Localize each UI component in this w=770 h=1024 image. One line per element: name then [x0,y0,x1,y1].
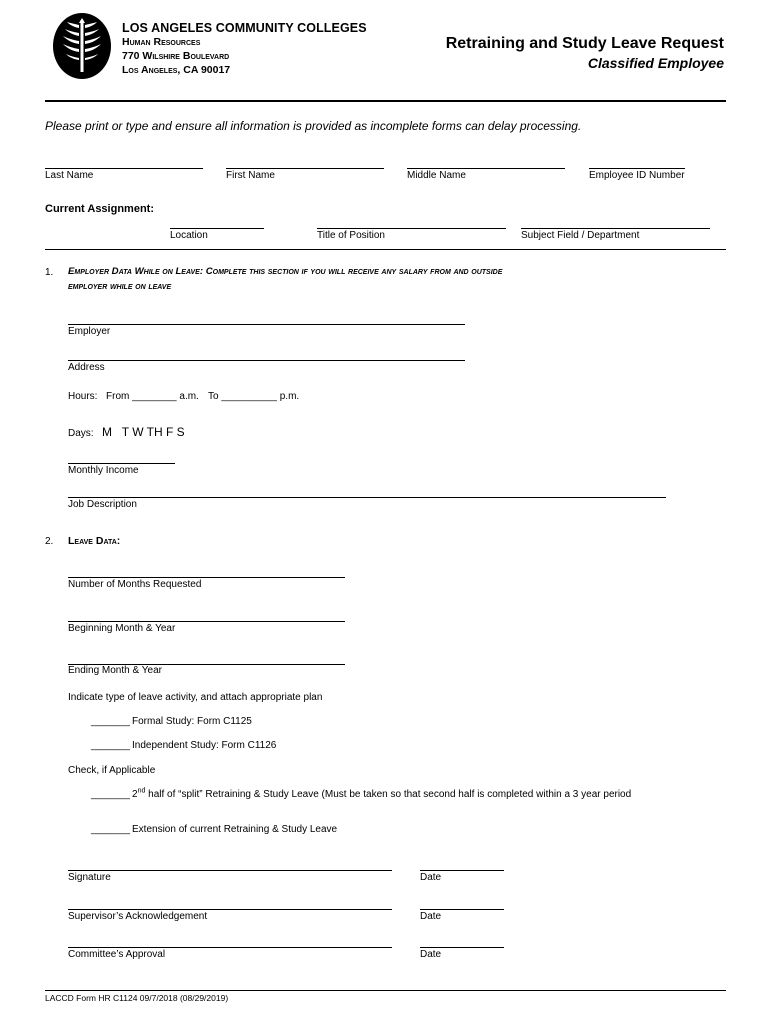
signature-date-field[interactable] [420,870,504,871]
committee-date-field[interactable] [420,947,504,948]
hours-to-field[interactable]: To __________ p.m. [208,391,300,402]
independent-study-label: Independent Study: Form C1126 [132,740,277,751]
job-description-field[interactable] [68,497,666,498]
extension-label: Extension of current Retraining & Study Leave [132,824,338,835]
middle-name-field[interactable] [407,168,565,169]
section-2-heading: Leave Data: [68,535,121,547]
beginning-label: Beginning Month & Year [68,623,176,634]
form-subtitle: Classified Employee [587,55,724,71]
address-line-2: Los Angeles, CA 90017 [122,64,231,76]
last-name-field[interactable] [45,168,203,169]
signature-label: Signature [68,872,111,883]
section-2-number: 2. [45,536,54,547]
supervisor-date-field[interactable] [420,909,504,910]
section-1-heading-cont: employer while on leave [68,281,172,292]
subject-label: Subject Field / Department [521,230,640,241]
address-line-1: 770 Wilshire Boulevard [122,50,230,62]
address-label: Address [68,362,105,373]
subject-field[interactable] [521,228,710,229]
check-if-applicable: Check, if Applicable [68,765,156,776]
days-label: Days: [68,428,94,439]
employee-id-label: Employee ID Number [589,170,685,181]
split-leave-label: 2nd half of “split” Retraining & Study Leave (Must be taken so that second half is completed within a 3 year period [132,787,632,800]
formal-study-label: Formal Study: Form C1125 [132,716,252,727]
address-field[interactable] [68,360,465,361]
footer-divider [45,990,726,991]
committee-label: Committee’s Approval [68,949,166,960]
section-1-heading: Employer Data While on Leave: Complete this section if you will receive any salary from and outside [68,266,503,277]
committee-date-label: Date [420,949,442,960]
hours-from-field[interactable]: From ________ a.m. [106,391,199,402]
months-requested-field[interactable] [68,577,345,578]
laccd-logo [52,12,112,80]
extension-checkbox[interactable]: _______ [91,824,130,835]
signature-field[interactable] [68,870,392,871]
job-description-label: Job Description [68,499,137,510]
instructions: Please print or type and ensure all information is provided as incomplete forms can delay processing. [45,119,582,133]
formal-study-checkbox[interactable]: _______ [91,716,130,727]
supervisor-label: Supervisor’s Acknowledgement [68,911,208,922]
employer-label: Employer [68,326,111,337]
committee-field[interactable] [68,947,392,948]
employer-field[interactable] [68,324,465,325]
form-id: LACCD Form HR C1124 09/7/2018 (08/29/2019) [45,993,229,1003]
split-leave-checkbox[interactable]: _______ [91,789,130,800]
title-field[interactable] [317,228,506,229]
section-divider [45,249,726,250]
leave-type-instruction: Indicate type of leave activity, and attach appropriate plan [68,692,323,703]
last-name-label: Last Name [45,170,94,181]
current-assignment-heading: Current Assignment: [45,203,154,215]
monthly-income-field[interactable] [68,463,175,464]
supervisor-field[interactable] [68,909,392,910]
first-name-label: First Name [226,170,275,181]
months-requested-label: Number of Months Requested [68,579,202,590]
beginning-field[interactable] [68,621,345,622]
employee-id-field[interactable] [589,168,685,169]
org-name: LOS ANGELES COMMUNITY COLLEGES [122,21,367,35]
location-label: Location [170,230,208,241]
middle-name-label: Middle Name [407,170,466,181]
section-1-number: 1. [45,267,54,278]
first-name-field[interactable] [226,168,384,169]
ending-label: Ending Month & Year [68,665,162,676]
monthly-income-label: Monthly Income [68,465,139,476]
hours-label: Hours: [68,391,98,402]
signature-date-label: Date [420,872,442,883]
title-label: Title of Position [317,230,385,241]
dept-name: Human Resources [122,36,201,48]
independent-study-checkbox[interactable]: _______ [91,740,130,751]
form-title: Retraining and Study Leave Request [445,35,724,52]
header-divider [45,100,726,102]
supervisor-date-label: Date [420,911,442,922]
days-options[interactable]: M T W TH F S [102,425,185,439]
location-field[interactable] [170,228,264,229]
